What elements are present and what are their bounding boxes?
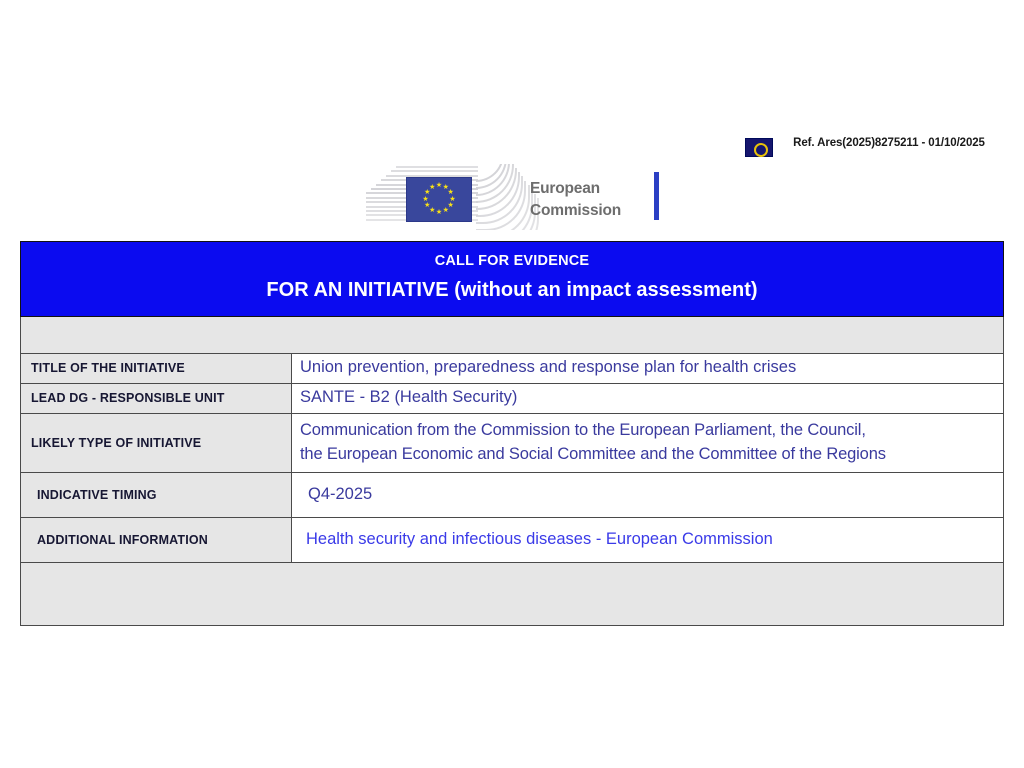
logo-wave-line <box>391 170 478 172</box>
banner-title-line2: FOR AN INITIATIVE (without an impact assessment) <box>266 278 758 301</box>
call-for-evidence-table <box>20 241 1004 626</box>
logo-blue-bar <box>654 172 659 220</box>
row-label-lead-dg-responsible-unit: LEAD DG - RESPONSIBLE UNIT <box>21 383 292 413</box>
logo-wordmark: European Commission <box>530 180 622 219</box>
banner-row <box>21 242 1004 317</box>
row-value-likely-type-of-initiative <box>292 413 1004 472</box>
row-label-additional-information: ADDITIONAL INFORMATION <box>21 517 292 562</box>
table-row <box>21 472 1004 517</box>
eu-flag-icon <box>745 138 773 157</box>
document-banner <box>21 242 1004 317</box>
row-label-title-of-the-initiative: TITLE OF THE INITIATIVE <box>21 353 292 383</box>
table-row <box>21 383 1004 413</box>
row-label-likely-type-of-initiative: LIKELY TYPE OF INITIATIVE <box>21 413 292 472</box>
row-value-title-of-the-initiative: Union prevention, preparedness and response plan for health crises <box>292 353 1004 383</box>
banner-title-line1: CALL FOR EVIDENCE <box>434 253 590 269</box>
row-value-lead-dg-responsible-unit: SANTE - B2 (Health Security) <box>292 383 1004 413</box>
row-value-additional-information-link[interactable]: Health security and infectious diseases - European Commission <box>292 517 1004 562</box>
spacer-row <box>21 316 1004 353</box>
spacer-cell <box>21 316 1004 353</box>
european-commission-logo <box>366 164 662 234</box>
eu-star-ring <box>754 143 768 157</box>
logo-wave-line <box>396 166 478 168</box>
ares-registration-stamp <box>745 136 1007 157</box>
footer-spacer-row <box>21 562 1004 625</box>
table-row <box>21 413 1004 472</box>
eu-flag-icon: ★ ★ ★ ★ ★ ★ ★ ★ ★ ★ ★ ★ <box>406 177 472 222</box>
row-label-indicative-timing: INDICATIVE TIMING <box>21 472 292 517</box>
row-value-text: Communication from the Commission to the European Parliament, the Council, the European Economic and Social Committee and the Committee of the Regions <box>300 420 886 463</box>
table-row <box>21 517 1004 562</box>
row-value-indicative-timing: Q4-2025 <box>292 472 1004 517</box>
footer-spacer-cell <box>21 562 1004 625</box>
table-row <box>21 353 1004 383</box>
ares-reference-text: Ref. Ares(2025)8275211 - 01/10/2025 <box>793 137 985 149</box>
